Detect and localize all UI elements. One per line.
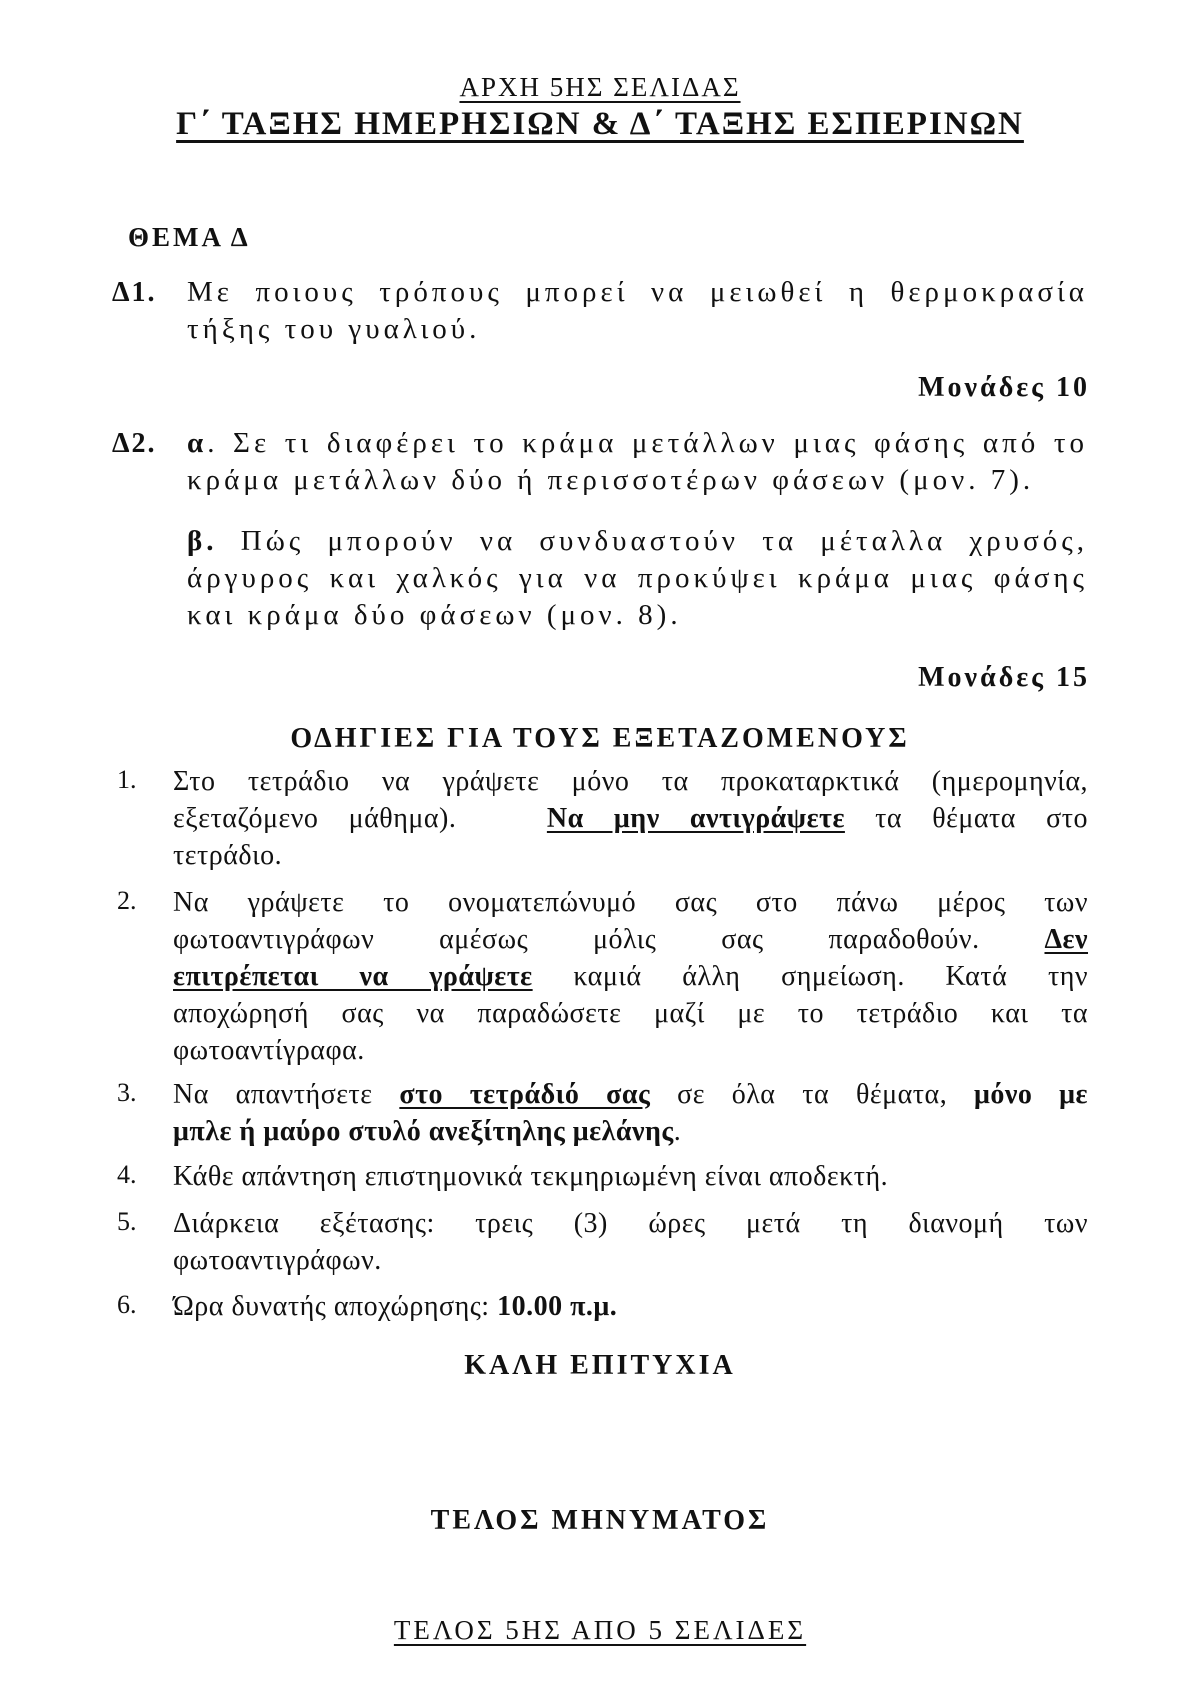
instruction-1-number: 1. [117,765,137,794]
instruction-6 [173,1288,1088,1325]
instruction-5 [173,1205,1088,1279]
question-d1-line-2: τήξης του γυαλιού. [187,313,481,345]
question-d2-number: Δ2. [112,428,157,459]
instruction-2-line-4: αποχώρησή σας να παραδώσετε μαζί με το τετράδιο και τα [173,998,1088,1029]
instruction-1-line-1: Στο τετράδιο να γράψετε μόνο τα προκαταρκτικά (ημερομηνία, [173,766,1088,797]
instruction-1-line-2c: τα θέματα στο [875,803,1088,834]
instruction-3-number: 3. [117,1078,137,1107]
theme-title: ΘΕΜΑ Δ [128,222,251,252]
page-end-footer: ΤΕΛΟΣ 5ΗΣ ΑΠΟ 5 ΣΕΛΙΔΕΣ [393,1615,807,1645]
instruction-2 [173,884,1088,1069]
instruction-1-emphasis: Να μην αντιγράψετε [546,803,845,834]
question-d2b-line-2: άργυρος και χαλκός για να προκύψει κράμα μιας φάσης [187,562,1088,594]
instruction-1-line-2 [173,800,1088,837]
question-d2a-line-1-text: . Σε τι διαφέρει το κράμα μετάλλων μιας φάσης από το [207,427,1088,459]
classes-header: Γ΄ ΤΑΞΗΣ ΗΜΕΡΗΣΙΩΝ & Δ΄ ΤΑΞΗΣ ΕΣΠΕΡΙΝΩΝ [176,106,1024,142]
instruction-6-time: 10.00 π.μ. [497,1291,618,1322]
instruction-3 [173,1076,1088,1150]
instruction-5-number: 5. [117,1207,137,1236]
instruction-3-line-1 [173,1076,1088,1113]
good-luck: ΚΑΛΗ ΕΠΙΤΥΧΙΑ [464,1350,736,1381]
question-d1-line-1: Με ποιους τρόπους μπορεί να μειωθεί η θερμοκρασία [187,276,1088,308]
question-d2b-line-1 [187,523,1088,560]
end-of-message: ΤΕΛΟΣ ΜΗΝΥΜΑΤΟΣ [430,1505,770,1536]
question-d1-units: Μονάδες 10 [918,372,1090,403]
instructions-title: ΟΔΗΓΙΕΣ ΓΙΑ ΤΟΥΣ ΕΞΕΤΑΖΟΜΕΝΟΥΣ [290,723,910,754]
instruction-5-line-2: φωτοαντιγράφων. [173,1245,382,1276]
instruction-5-line-1: Διάρκεια εξέτασης: τρεις (3) ώρες μετά τη διανομή των [173,1208,1088,1239]
instruction-6-number: 6. [117,1290,137,1319]
question-d1-number: Δ1. [112,277,157,308]
instruction-6-line-1a: Ώρα δυνατής αποχώρησης: [173,1291,498,1322]
instruction-3-emphasis-a: στο τετράδιό σας [399,1079,651,1110]
question-d2b-text [187,523,1088,634]
question-d2a-line-1 [187,425,1088,462]
page-start-header: ΑΡΧΗ 5ΗΣ ΣΕΛΙΔΑΣ [459,72,741,102]
question-d2b-line-3: και κράμα δύο φάσεων (μον. 8). [187,599,682,631]
question-d2-units: Μονάδες 15 [918,662,1090,693]
instruction-2-line-2 [173,921,1088,958]
instruction-2-line-1: Να γράψετε το ονοματεπώνυμό σας στο πάνω μέρος των [173,887,1088,918]
instruction-1-line-3: τετράδιο. [173,840,283,871]
instruction-2-emphasis-a: Δεν [1044,924,1089,955]
instruction-3-line-2 [173,1113,1088,1150]
question-d2a-text [187,425,1088,499]
instruction-3-line-1a: Να απαντήσετε [173,1079,373,1110]
instruction-4-number: 4. [117,1160,137,1189]
instruction-3-emphasis-b: μόνο με [974,1079,1088,1110]
instruction-1-line-2a: εξεταζόμενο μάθημα). [173,803,457,834]
question-d2a-label: α [187,427,208,459]
instruction-2-line-5: φωτοαντίγραφα. [173,1035,365,1066]
question-d1-text [187,274,1088,348]
instruction-2-number: 2. [117,886,137,915]
instruction-6-line-1 [173,1288,1088,1325]
instruction-3-emphasis-c: μπλε ή μαύρο στυλό ανεξίτηλης μελάνης [173,1116,674,1147]
instruction-4 [173,1158,1088,1195]
instruction-2-emphasis-b: επιτρέπεται να γράψετε [173,961,533,992]
instruction-4-line-1: Κάθε απάντηση επιστημονικά τεκμηριωμένη είναι αποδεκτή. [173,1161,889,1192]
instruction-1 [173,763,1088,874]
instruction-2-line-3 [173,958,1088,995]
instruction-3-period: . [673,1116,682,1147]
question-d2a-line-2: κράμα μετάλλων δύο ή περισσοτέρων φάσεων (μον. 7). [187,464,1035,496]
instruction-2-line-3b: καμιά άλλη σημείωση. Κατά την [573,961,1088,992]
question-d2b-line-1-text: Πώς μπορούν να συνδυαστούν τα μέταλλα χρυσός, [217,525,1088,557]
instruction-2-line-2a: φωτοαντιγράφων αμέσως μόλις σας παραδοθούν. [173,924,980,955]
question-d2b-label: β. [187,525,218,557]
instruction-3-line-1c: σε όλα τα θέματα, [677,1079,948,1110]
